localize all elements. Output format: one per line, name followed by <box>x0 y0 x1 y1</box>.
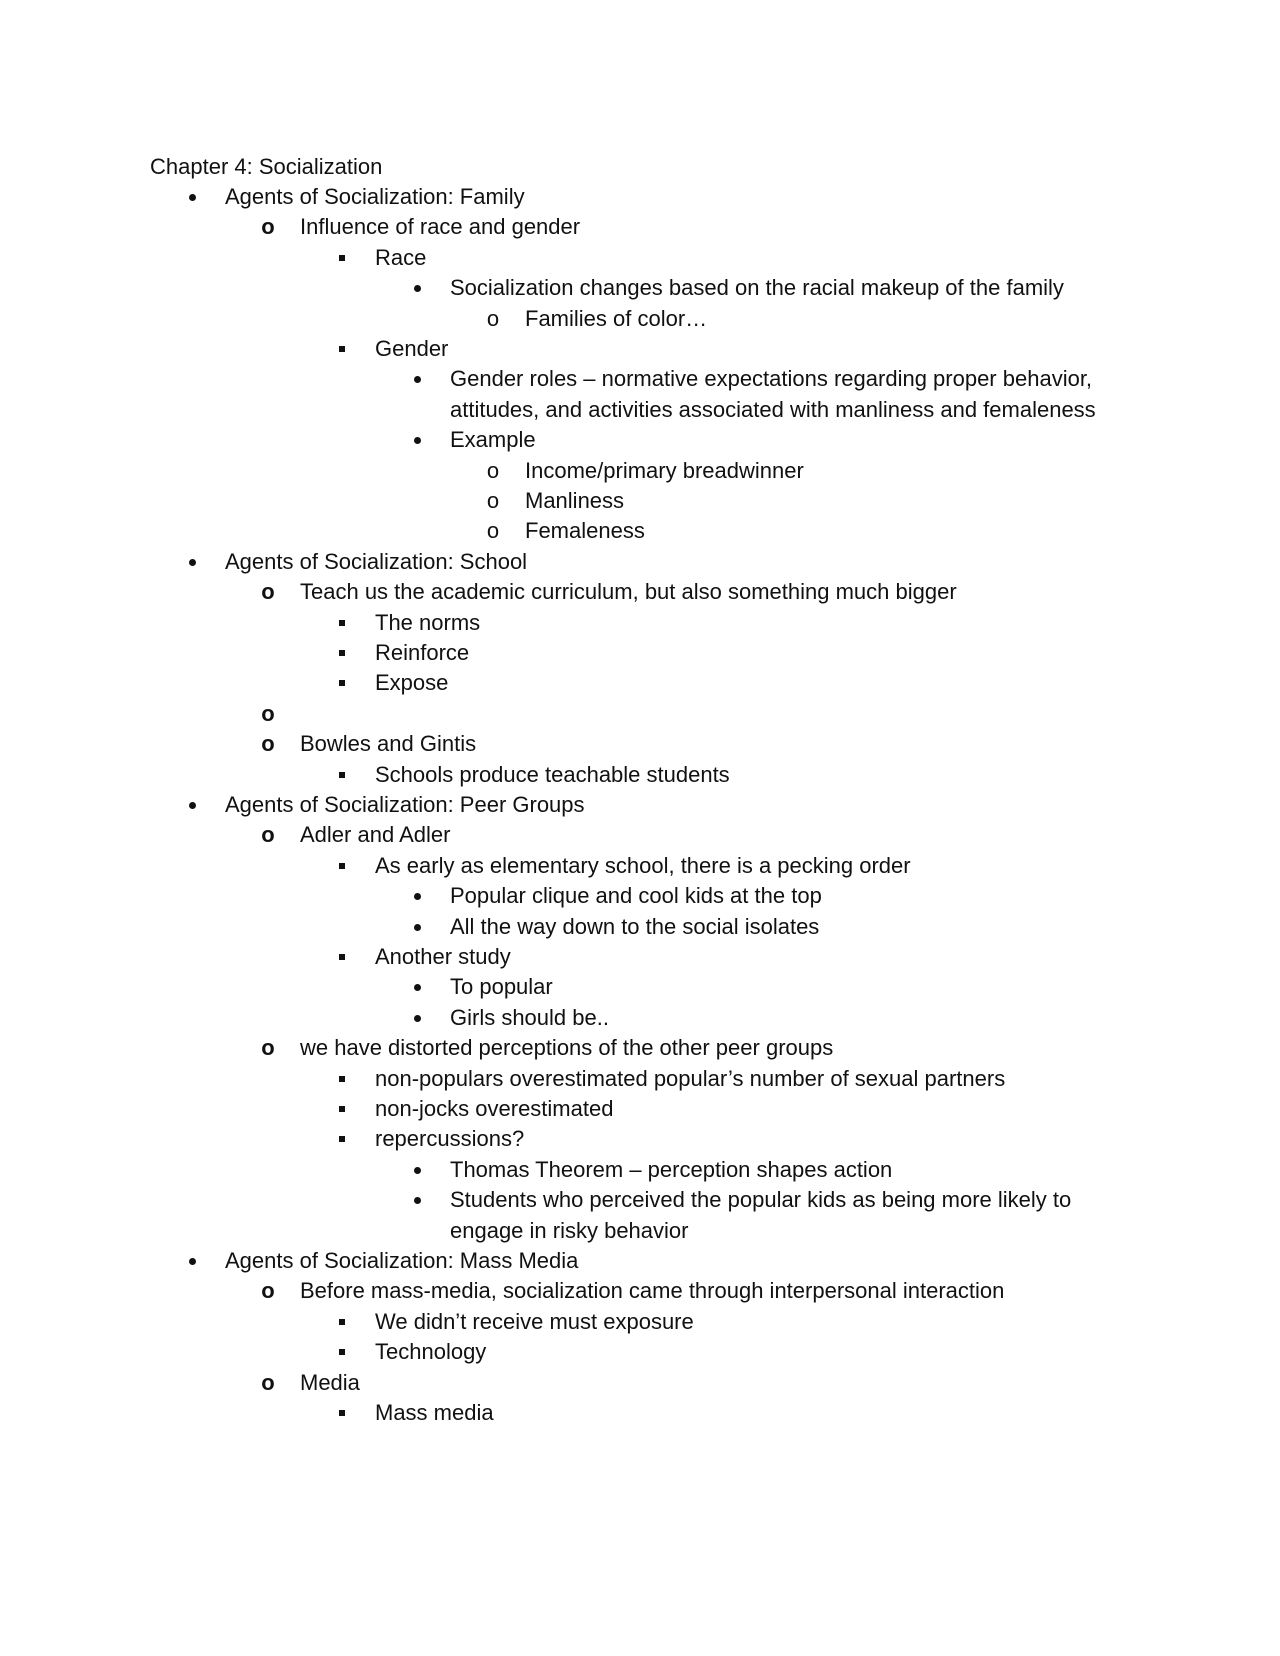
outline-item-text: As early as elementary school, there is a pecking order <box>375 852 911 878</box>
outline-item-text: Income/primary breadwinner <box>525 457 804 483</box>
square-bullet-icon <box>332 760 354 790</box>
outline-item <box>0 1307 1280 1337</box>
circle-bullet-icon: o <box>486 457 500 483</box>
circle-bullet-icon: o <box>261 214 275 240</box>
bullet-icon <box>407 1003 429 1033</box>
outline-item-text: Girls should be.. <box>450 1004 609 1030</box>
outline-item <box>0 912 1280 942</box>
outline-item-text: attitudes, and activities associated with manliness and femaleness <box>450 396 1096 422</box>
outline-item-text: Popular clique and cool kids at the top <box>450 883 822 909</box>
outline-item-text: Media <box>300 1369 360 1395</box>
square-bullet-icon <box>332 1124 354 1154</box>
outline-item-text: Femaleness <box>525 518 645 544</box>
bullet-icon <box>407 881 429 911</box>
bullet-icon <box>407 1185 429 1215</box>
outline-item <box>0 577 1280 607</box>
outline-item-text: we have distorted perceptions of the other peer groups <box>300 1035 834 1061</box>
document-title: Chapter 4: Socialization <box>150 154 383 179</box>
outline-item <box>0 1216 1280 1246</box>
outline-item-text: Before mass-media, socialization came through interpersonal interaction <box>300 1278 1005 1304</box>
outline-item-text: All the way down to the social isolates <box>450 913 820 939</box>
square-bullet-icon <box>332 334 354 364</box>
square-bullet-icon <box>332 668 354 698</box>
outline-item <box>0 1398 1280 1428</box>
bullet-icon <box>407 912 429 942</box>
outline-item <box>0 304 1280 334</box>
square-bullet-icon <box>332 851 354 881</box>
square-bullet-icon <box>332 1094 354 1124</box>
square-bullet-icon <box>332 1064 354 1094</box>
outline-item <box>0 1337 1280 1367</box>
circle-bullet-icon: o <box>261 1278 275 1304</box>
outline-item <box>0 972 1280 1002</box>
square-bullet-icon <box>332 638 354 668</box>
outline-item-text: To popular <box>450 974 553 1000</box>
outline-item-text: non-jocks overestimated <box>375 1096 614 1121</box>
outline-item <box>0 212 1280 242</box>
outline-item <box>0 395 1280 425</box>
outline-item <box>0 881 1280 911</box>
outline-item <box>0 942 1280 972</box>
outline-item <box>0 608 1280 638</box>
outline-item <box>0 1094 1280 1124</box>
outline-item <box>0 638 1280 668</box>
outline-item-text: Manliness <box>525 488 625 513</box>
square-bullet-icon <box>332 1398 354 1428</box>
outline-item-text: Agents of Socialization: Peer Groups <box>225 792 585 817</box>
outline-item-text: Adler and Adler <box>300 822 451 848</box>
outline-item <box>0 820 1280 850</box>
outline-item-text: Thomas Theorem – perception shapes action <box>450 1156 893 1182</box>
circle-bullet-icon: o <box>486 305 500 331</box>
outline-item <box>0 516 1280 546</box>
outline-item <box>0 364 1280 394</box>
circle-bullet-icon: o <box>261 822 275 848</box>
outline-item-text: We didn’t receive must exposure <box>375 1308 694 1334</box>
bullet-icon <box>182 182 204 212</box>
outline-item <box>0 1064 1280 1094</box>
outline-item-text: Influence of race and gender <box>300 214 581 240</box>
square-bullet-icon <box>332 608 354 638</box>
bullet-icon <box>407 273 429 303</box>
bullet-icon <box>182 790 204 820</box>
bullet-icon <box>182 1246 204 1276</box>
outline-item-text: Agents of Socialization: Family <box>225 184 525 209</box>
outline-item <box>0 1246 1280 1276</box>
outline-item <box>0 182 1280 212</box>
circle-bullet-icon: o <box>261 700 275 726</box>
circle-bullet-icon: o <box>486 488 500 513</box>
outline-item-text: Families of color… <box>525 305 708 331</box>
outline-item <box>0 1185 1280 1215</box>
outline-item <box>0 790 1280 820</box>
outline-item <box>0 1033 1280 1063</box>
outline-item <box>0 243 1280 273</box>
outline-item <box>0 668 1280 698</box>
outline-item-text: Gender <box>375 336 449 361</box>
bullet-icon <box>407 364 429 394</box>
outline-item <box>0 334 1280 364</box>
outline-item-text: Mass media <box>375 1400 494 1425</box>
outline-item-text: Agents of Socialization: Mass Media <box>225 1248 579 1273</box>
outline-item <box>0 1155 1280 1185</box>
outline-item <box>0 1368 1280 1398</box>
outline-item-text: Reinforce <box>375 640 470 665</box>
outline-item-text: Teach us the academic curriculum, but also something much bigger <box>300 579 957 605</box>
outline-item-text: Socialization changes based on the racial makeup of the family <box>450 275 1064 301</box>
outline-item <box>0 547 1280 577</box>
square-bullet-icon <box>332 942 354 972</box>
outline-item-text: Example <box>450 427 536 453</box>
square-bullet-icon <box>332 243 354 273</box>
circle-bullet-icon: o <box>261 1369 275 1395</box>
outline-item-text: Technology <box>375 1339 487 1365</box>
outline-item <box>0 729 1280 759</box>
outline-item-text: Agents of Socialization: School <box>225 548 528 574</box>
circle-bullet-icon: o <box>261 1035 275 1061</box>
outline-item-text: The norms <box>375 609 481 635</box>
outline-item-text: repercussions? <box>375 1126 525 1152</box>
outline-item <box>0 1276 1280 1306</box>
outline-item <box>0 273 1280 303</box>
outline-item-text: Bowles and Gintis <box>300 731 477 757</box>
outline-item-text: Gender roles – normative expectations regarding proper behavior, <box>450 366 1093 392</box>
outline-item-text: Race <box>375 244 427 270</box>
circle-bullet-icon: o <box>261 731 275 757</box>
outline-item <box>0 486 1280 516</box>
bullet-icon <box>407 1155 429 1185</box>
outline-item-text: Students who perceived the popular kids as being more likely to <box>450 1187 1072 1213</box>
outline-item-text: Another study <box>375 944 511 969</box>
outline-item <box>0 851 1280 881</box>
outline-item <box>0 1003 1280 1033</box>
outline-item-text: Schools produce teachable students <box>375 761 730 787</box>
circle-bullet-icon: o <box>261 579 275 605</box>
outline-item <box>0 456 1280 486</box>
outline-item-text: Expose <box>375 670 449 696</box>
bullet-icon <box>407 425 429 455</box>
bullet-icon <box>182 547 204 577</box>
bullet-icon <box>407 972 429 1002</box>
outline-item <box>0 699 1280 729</box>
outline-item <box>0 1124 1280 1154</box>
square-bullet-icon <box>332 1307 354 1337</box>
square-bullet-icon <box>332 1337 354 1367</box>
outline-item <box>0 760 1280 790</box>
outline-item-text: non-populars overestimated popular’s number of sexual partners <box>375 1065 1006 1091</box>
circle-bullet-icon: o <box>486 518 500 544</box>
outline-item-text: engage in risky behavior <box>450 1217 689 1243</box>
outline-item <box>0 425 1280 455</box>
